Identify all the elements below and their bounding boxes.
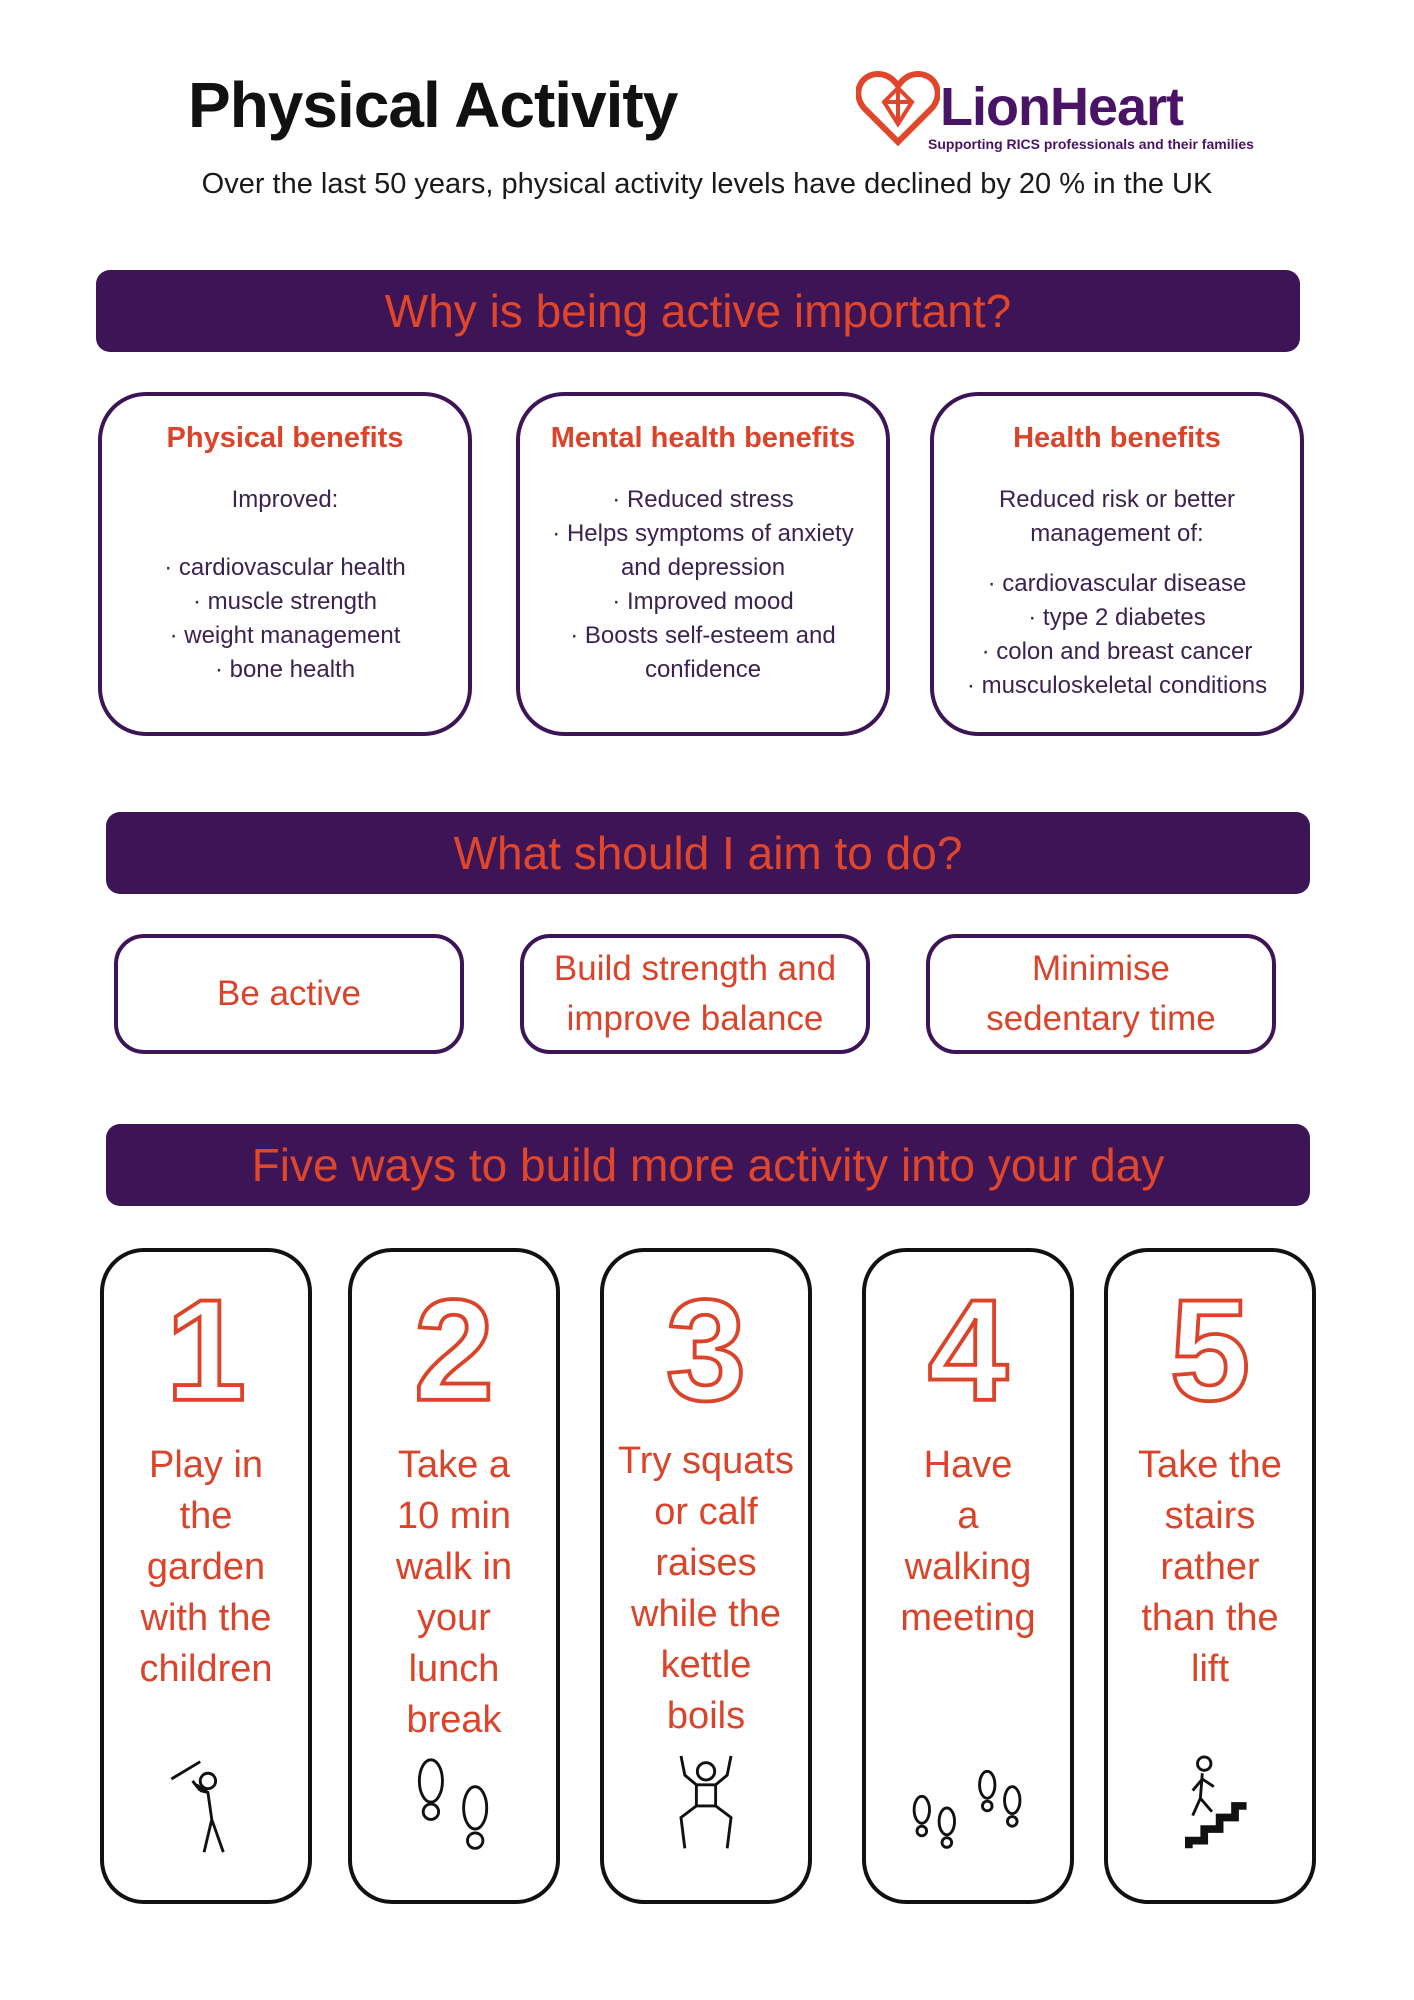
why-banner: [96, 270, 1300, 352]
card-line: · musculoskeletal conditions: [966, 672, 1268, 699]
card-line: · cardiovascular disease: [987, 570, 1247, 597]
way-line: with the: [140, 1597, 272, 1639]
aim-line: sedentary time: [986, 999, 1216, 1038]
way-line: Try squats: [618, 1440, 794, 1482]
card-line: · cardiovascular health: [164, 554, 406, 581]
way-line: garden: [146, 1546, 266, 1588]
card-line: and depression: [620, 554, 786, 581]
way-line: break: [406, 1699, 502, 1741]
card-line: · colon and breast cancer: [981, 638, 1253, 665]
card-title: Mental health benefits: [550, 422, 856, 454]
card-line: · bone health: [214, 656, 356, 683]
way-line: the: [179, 1495, 233, 1537]
way-card-1: [100, 1248, 312, 1904]
number-glyph: 5: [1169, 1274, 1251, 1414]
mental-health-benefits-card: [516, 392, 890, 736]
way-line: rather: [1160, 1546, 1260, 1588]
card-line: · muscle strength: [192, 588, 378, 615]
card-line: · Improved mood: [612, 588, 794, 615]
way-line: Have: [923, 1444, 1013, 1486]
way-line: a: [957, 1495, 979, 1537]
walking-footprints-icon: [866, 1750, 1070, 1860]
card-line: · Helps symptoms of anxiety: [552, 520, 854, 547]
page-title: Physical Activity: [188, 69, 678, 141]
aim-banner: [106, 812, 1310, 894]
way-line: your: [417, 1597, 491, 1639]
number-glyph: 2: [413, 1274, 495, 1414]
way-line: children: [139, 1648, 273, 1690]
way-line: while the: [631, 1593, 781, 1635]
stairs-climber-icon: [1108, 1750, 1312, 1860]
aim-line: Be active: [217, 974, 361, 1013]
number-4-icon: [866, 1274, 1070, 1414]
way-line: Take a: [398, 1444, 510, 1486]
footprints-icon: [352, 1750, 556, 1860]
card-line: confidence: [644, 656, 762, 683]
logo-tagline: Supporting RICS professionals and their families: [928, 136, 1254, 152]
way-line: kettle: [660, 1644, 752, 1686]
aim-line: Build strength and: [553, 949, 837, 988]
way-line: Play in: [148, 1444, 264, 1486]
physical-benefits-card: [98, 392, 472, 736]
way-line: raises: [655, 1542, 757, 1584]
number-1-icon: [104, 1274, 308, 1414]
number-glyph: 1: [165, 1274, 247, 1414]
card-line: · Boosts self-esteem and: [570, 622, 836, 649]
card-line: management of:: [1030, 520, 1204, 547]
way-card-4: [862, 1248, 1074, 1904]
aim-line: Minimise: [1031, 949, 1171, 988]
way-line: boils: [666, 1695, 746, 1737]
way-line: or calf: [654, 1491, 758, 1533]
way-line: lunch: [408, 1648, 500, 1690]
way-line: walking: [904, 1546, 1032, 1588]
number-glyph: 3: [665, 1274, 747, 1414]
way-line: 10 min: [396, 1495, 512, 1537]
number-3-icon: [604, 1274, 808, 1414]
number-glyph: 4: [927, 1274, 1009, 1414]
squat-figure-icon: [604, 1750, 808, 1860]
way-line: than the: [1141, 1597, 1279, 1639]
card-line: Reduced risk or better: [998, 486, 1236, 513]
health-benefits-card: [930, 392, 1304, 736]
way-line: lift: [1191, 1648, 1229, 1690]
aim-minimise-sedentary: [926, 934, 1276, 1054]
way-card-5: [1104, 1248, 1316, 1904]
way-card-2: [348, 1248, 560, 1904]
ways-banner: [106, 1124, 1310, 1206]
aim-build-strength: [520, 934, 870, 1054]
page-subtitle: Over the last 50 years, physical activity levels have declined by 20 % in the UK: [201, 168, 1213, 200]
card-title: Physical benefits: [166, 422, 404, 454]
baseball-player-icon: [104, 1750, 308, 1860]
card-line: · Reduced stress: [612, 486, 794, 513]
way-line: meeting: [900, 1597, 1036, 1639]
aim-be-active: [114, 934, 464, 1054]
number-5-icon: [1108, 1274, 1312, 1414]
card-line: · weight management: [169, 622, 401, 649]
ways-heading: Five ways to build more activity into your day: [251, 1139, 1165, 1191]
number-2-icon: [352, 1274, 556, 1414]
why-heading: Why is being active important?: [384, 285, 1012, 337]
aim-line: improve balance: [566, 999, 824, 1038]
card-line: [102, 517, 468, 551]
aim-heading: What should I aim to do?: [453, 827, 963, 879]
way-line: stairs: [1164, 1495, 1256, 1537]
card-line: Improved:: [231, 486, 339, 513]
way-line: walk in: [395, 1546, 513, 1588]
way-line: Take the: [1138, 1444, 1282, 1486]
card-title: Health benefits: [1013, 422, 1221, 454]
card-line: · type 2 diabetes: [1028, 604, 1206, 631]
way-card-3: [600, 1248, 812, 1904]
logo-name: LionHeart: [940, 77, 1184, 137]
